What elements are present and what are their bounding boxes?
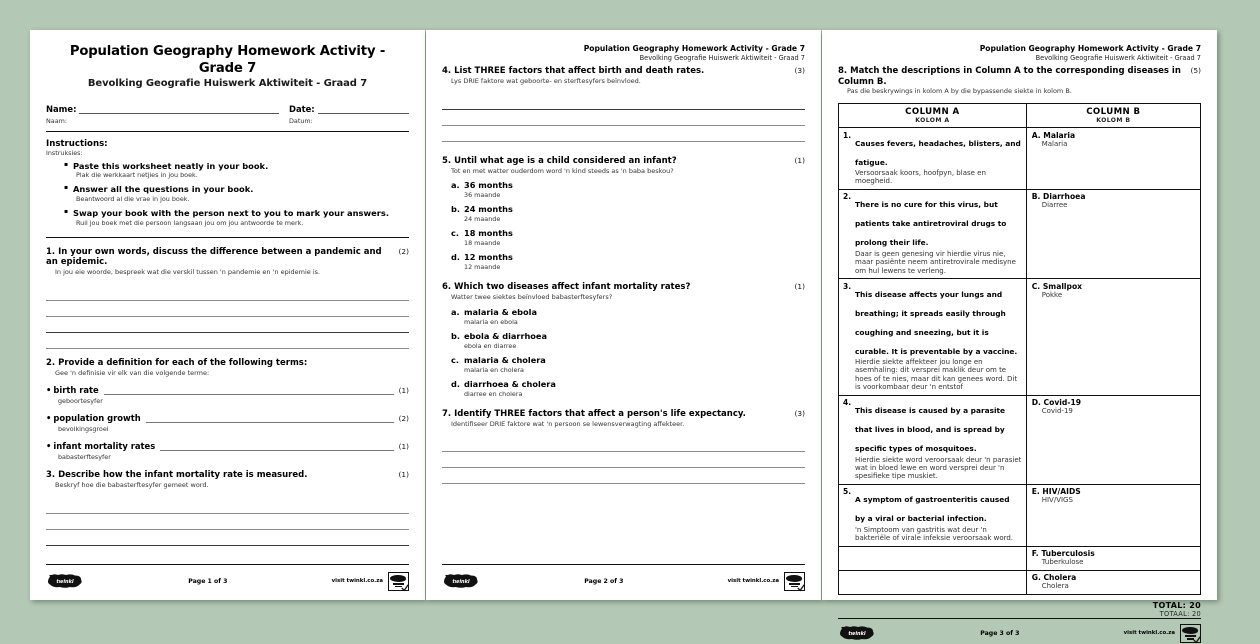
term-label-af: babasterftesyfer	[58, 453, 111, 462]
running-head	[838, 44, 1201, 62]
instruction-en: ▪ Answer all the questions in your book.	[73, 184, 254, 195]
svg-text:twinkl: twinkl	[452, 579, 470, 585]
page-2-spacer	[442, 484, 805, 564]
option-key: c.	[451, 228, 459, 239]
definition-term	[46, 441, 409, 461]
header-divider	[46, 131, 409, 132]
description-af: 'n Simptoom van gastritis wat deur 'n bakteriële of virale infeksie veroorsaak word.	[855, 525, 1014, 543]
column-a-cell	[839, 485, 1027, 546]
twinkl-logo-icon	[46, 573, 84, 589]
answer-lines[interactable]	[442, 436, 805, 484]
term-answer-input[interactable]	[104, 387, 394, 395]
description-en: A symptom of gastroenteritis caused by a viral or bacterial infection.	[855, 495, 1010, 524]
term-answer-input[interactable]	[146, 415, 394, 423]
question-number: 7.	[442, 408, 452, 419]
disease-en: G. Cholera	[1031, 573, 1077, 583]
name-af-spacer	[70, 116, 279, 125]
answer-lines[interactable]	[46, 285, 409, 349]
option-text-af: 12 maande	[464, 263, 501, 272]
disease-af: Covid-19	[1041, 407, 1073, 416]
option-text-af: 24 maande	[464, 215, 501, 224]
question-text-af: Pas die beskrywings in kolom A by die bypassende siekte in kolom B.	[847, 87, 1072, 96]
option-text-en: 24 months	[464, 204, 513, 215]
running-head	[442, 44, 805, 62]
question-text-en: Match the descriptions in Column A to the corresponding diseases in Column B.	[838, 66, 1181, 87]
description-af: Hierdie siekte word veroorsaak deur 'n parasiet wat in bloed lewe en word versprei deur 'n spesifieke tipe muskiet.	[855, 455, 1022, 481]
description-en: This disease is caused by a parasite that lives in blood, and is spread by specific types of mosquitoes.	[855, 406, 1006, 454]
row-number: 4.	[843, 398, 852, 408]
table-row[interactable]	[839, 396, 1200, 485]
date-label-af: Datum:	[289, 116, 313, 125]
instruction-af: Ruil jou boek met die persoon langsaan jou om jou antwoorde te merk.	[76, 218, 304, 227]
description-af: Versoorsaak koors, hoofpyn, blase en moegheid.	[855, 169, 986, 186]
column-a-header-af: KOLOM A	[915, 117, 950, 125]
answer-line[interactable]	[442, 436, 805, 452]
date-af-spacer	[316, 116, 409, 125]
question-marks: (1)	[398, 470, 409, 480]
total-en: TOTAL: 20	[1152, 600, 1201, 610]
option-key: b.	[451, 330, 460, 341]
worksheet-page-3	[822, 30, 1217, 638]
question-1	[46, 247, 409, 349]
question-marks: (2)	[398, 247, 409, 257]
instructions-list	[64, 162, 409, 234]
answer-line[interactable]	[442, 452, 805, 468]
option-key: a.	[451, 180, 460, 191]
name-label-af: Naam:	[46, 116, 67, 125]
term-marks: (2)	[398, 414, 409, 424]
answer-line[interactable]	[46, 498, 409, 514]
running-head-af: Bevolking Geografie Huiswerk Aktiwiteit - Graad 7	[1035, 53, 1201, 62]
column-a-cell	[839, 190, 1027, 278]
term-label-af: bevolkingsgroei	[58, 425, 109, 434]
answer-line[interactable]	[442, 126, 805, 142]
question-number: 1.	[46, 247, 56, 258]
twinkl-logo-icon	[838, 625, 876, 641]
term-label-af: geboortesyfer	[58, 397, 103, 406]
instruction-en: ▪ Paste this worksheet neatly in your book.	[73, 160, 269, 171]
option-text-en: diarrhoea & cholera	[464, 378, 556, 389]
page-footer	[46, 570, 409, 592]
list-item	[64, 185, 409, 203]
question-marks: (5)	[1190, 66, 1201, 76]
instructions-heading-en: Instructions:	[46, 138, 108, 149]
column-a-cell	[839, 279, 1027, 395]
description-en: This disease affects your lungs and breathing; it spreads easily through coughing and sneezing, but it is curable. It is preventable by a vaccine.	[855, 289, 1018, 356]
column-b-cell	[1027, 547, 1200, 570]
description-en: Causes fevers, headaches, blisters, and fatigue.	[855, 138, 1021, 167]
date-input[interactable]	[318, 105, 409, 114]
column-b-header-af: KOLOM B	[1096, 117, 1131, 125]
instruction-af: Plak die werkkaart netjies in jou boek.	[76, 171, 198, 180]
disease-af: Tuberkulose	[1041, 558, 1084, 567]
term-label-en: population growth	[53, 413, 141, 424]
answer-line[interactable]	[46, 301, 409, 317]
option-key: c.	[451, 354, 459, 365]
page-1-spacer	[46, 546, 409, 564]
answer-line[interactable]	[46, 514, 409, 530]
page-number: Page 2 of 3	[584, 577, 624, 585]
question-text-af: Identifiseer DRIE faktore wat 'n persoon se lewensverwagting affekteer.	[451, 419, 685, 428]
table-row[interactable]	[839, 190, 1200, 279]
option-text-en: 18 months	[464, 228, 513, 239]
matching-table	[838, 103, 1201, 594]
total-marks	[838, 601, 1201, 618]
disease-af: Pokke	[1041, 290, 1063, 299]
option-d[interactable]	[451, 379, 805, 398]
twinkl-logo-icon	[442, 573, 480, 589]
disease-en: C. Smallpox	[1031, 281, 1083, 291]
question-6	[442, 282, 805, 397]
total-af: TOTAAL: 20	[1159, 609, 1201, 618]
question-text-en: Until what age is a child considered an infant?	[454, 155, 677, 166]
disease-en: A. Malaria	[1031, 130, 1076, 140]
name-label-en: Name:	[46, 103, 77, 114]
option-text-en: 12 months	[464, 252, 513, 263]
term-marks: (1)	[398, 442, 409, 452]
footer-divider	[442, 564, 805, 565]
term-marks: (1)	[398, 386, 409, 396]
table-row[interactable]	[839, 571, 1200, 594]
question-text-af: Lys DRIE faktore wat geboorte- en sterftesyfers beïnvloed.	[451, 77, 641, 86]
instruction-en: ▪ Swap your book with the person next to you to mark your answers.	[73, 208, 389, 219]
answer-line[interactable]	[442, 94, 805, 110]
footer-divider	[46, 564, 409, 565]
question-7	[442, 409, 805, 484]
answer-line[interactable]	[46, 285, 409, 301]
running-head-af: Bevolking Geografie Huiswerk Aktiwiteit - Graad 7	[639, 53, 805, 62]
question-text-en: Identify THREE factors that affect a person's life expectancy.	[454, 408, 746, 419]
disease-en: B. Diarrhoea	[1031, 192, 1086, 202]
term-label-en: birth rate	[53, 385, 99, 396]
option-text-af: malaria en ebola	[464, 317, 518, 326]
table-row[interactable]	[839, 547, 1200, 571]
page-footer	[442, 570, 805, 592]
description-en: There is no cure for this virus, but patients take antiretroviral drugs to prolong their life.	[855, 200, 1007, 248]
question-4	[442, 66, 805, 141]
option-text-af: diarree en cholera	[464, 389, 523, 398]
column-a-cell	[839, 128, 1027, 189]
answer-line[interactable]	[46, 333, 409, 349]
column-b-cell	[1027, 190, 1200, 278]
question-number: 5.	[442, 155, 452, 166]
visit-url[interactable]: visit twinkl.co.za	[727, 578, 779, 584]
option-key: d.	[451, 378, 460, 389]
disease-af: HIV/VIGS	[1041, 496, 1073, 505]
table-row[interactable]	[839, 279, 1200, 396]
answer-lines[interactable]	[46, 498, 409, 546]
visit-url[interactable]: visit twinkl.co.za	[331, 578, 383, 584]
option-a[interactable]	[451, 307, 805, 326]
option-a[interactable]	[451, 180, 805, 199]
table-header-row	[839, 104, 1200, 128]
disease-en: F. Tuberculosis	[1031, 549, 1095, 559]
question-number: 3.	[46, 470, 56, 481]
term-bullet-icon: •	[46, 441, 52, 452]
disease-en: E. HIV/AIDS	[1031, 487, 1081, 497]
answer-line[interactable]	[46, 317, 409, 333]
row-number: 5.	[843, 487, 852, 497]
name-input[interactable]	[79, 105, 279, 114]
option-text-en: ebola & diarrhoea	[464, 330, 548, 341]
answer-line[interactable]	[442, 110, 805, 126]
svg-text:twinkl: twinkl	[56, 579, 74, 585]
column-a-cell	[839, 547, 1027, 570]
column-b-header	[1027, 104, 1200, 127]
answer-line[interactable]	[442, 468, 805, 484]
question-text-en: Which two diseases affect infant mortality rates?	[454, 282, 691, 293]
question-8	[838, 66, 1201, 96]
column-b-header-en: COLUMN B	[1086, 107, 1141, 118]
disease-af: Diarree	[1041, 201, 1068, 210]
twinkl-badge-icon	[1180, 624, 1201, 643]
option-c[interactable]	[451, 228, 805, 247]
page-title-en: Population Geography Homework Activity - Grade 7	[69, 44, 386, 76]
question-text-af: Watter twee siektes beïnvloed babasterftesyfers?	[451, 293, 613, 302]
disease-af: Malaria	[1041, 139, 1068, 148]
option-key: b.	[451, 204, 460, 215]
option-key: d.	[451, 252, 460, 263]
option-d[interactable]	[451, 252, 805, 271]
question-text-en: In your own words, discuss the difference between a pandemic and an epidemic.	[46, 247, 382, 268]
disease-en: D. Covid-19	[1031, 398, 1082, 408]
term-bullet-icon: •	[46, 385, 52, 396]
disease-af: Cholera	[1041, 582, 1069, 591]
svg-text:twinkl: twinkl	[848, 631, 866, 638]
column-b-cell	[1027, 571, 1200, 594]
row-number: 3.	[843, 281, 852, 291]
definition-term	[46, 385, 409, 405]
worksheet-page-1	[30, 30, 425, 600]
question-marks: (3)	[794, 408, 805, 418]
row-number: 2.	[843, 192, 852, 202]
column-a-header-en: COLUMN A	[905, 107, 960, 118]
description-af: Hierdie siekte affekteer jou longe en asemhaling: dit versprei maklik deur om te hoes of te nies, maar dit kan genees word. Dit is voorkombaar deur 'n entstof	[855, 358, 1018, 392]
question-2	[46, 358, 409, 461]
question-text-af: Beskryf hoe die babasterftesyfer gemeet word.	[55, 481, 209, 490]
column-a-cell	[839, 571, 1027, 594]
column-b-cell	[1027, 279, 1200, 395]
question-text-en: List THREE factors that affect birth and death rates.	[454, 66, 705, 77]
term-label-en: infant mortality rates	[53, 441, 156, 452]
question-number: 4.	[442, 66, 452, 77]
option-text-af: ebola en diarree	[464, 341, 517, 350]
question-3	[46, 470, 409, 545]
question-text-af: Gee 'n definisie vir elk van die volgende terme:	[55, 368, 210, 377]
column-b-cell	[1027, 396, 1200, 484]
question-number: 8.	[838, 66, 848, 77]
running-head-en: Population Geography Homework Activity - Grade 7	[979, 44, 1201, 53]
list-item	[64, 162, 409, 180]
page-title-af: Bevolking Geografie Huiswerk Aktiwiteit - Graad 7	[87, 78, 368, 89]
option-text-en: malaria & cholera	[464, 354, 546, 365]
term-answer-input[interactable]	[160, 443, 393, 451]
column-b-cell	[1027, 485, 1200, 546]
instructions-divider	[46, 237, 409, 238]
visit-url[interactable]: visit twinkl.co.za	[1123, 630, 1175, 637]
question-number: 6.	[442, 282, 452, 293]
page-number: Page 1 of 3	[188, 577, 228, 585]
page-footer	[838, 624, 1201, 643]
term-bullet-icon: •	[46, 413, 52, 424]
option-b[interactable]	[451, 331, 805, 350]
option-text-en: malaria & ebola	[464, 306, 537, 317]
option-text-af: malaria en cholera	[464, 365, 524, 374]
question-number: 2.	[46, 357, 56, 368]
option-key: a.	[451, 306, 460, 317]
name-date-block	[46, 104, 409, 132]
twinkl-badge-icon	[784, 572, 805, 591]
worksheet-page-2	[426, 30, 821, 600]
answer-line[interactable]	[46, 530, 409, 546]
question-text-en: Describe how the infant mortality rate is measured.	[58, 470, 308, 481]
option-text-en: 36 months	[464, 180, 513, 191]
date-label-en: Date:	[289, 103, 315, 114]
question-5	[442, 156, 805, 271]
table-row[interactable]	[839, 485, 1200, 547]
instructions-heading-af: Instruksies:	[46, 148, 83, 157]
question-text-af: In jou eie woorde, bespreek wat die verskil tussen 'n pandemie en 'n epidemie is.	[55, 268, 321, 277]
question-text-en: Provide a definition for each of the following terms:	[58, 357, 308, 368]
option-c[interactable]	[451, 355, 805, 374]
option-text-af: 18 maande	[464, 239, 501, 248]
option-text-af: 36 maande	[464, 191, 501, 200]
column-a-cell	[839, 396, 1027, 484]
column-a-header	[839, 104, 1027, 127]
question-marks: (1)	[794, 282, 805, 292]
row-number: 1.	[843, 130, 852, 140]
definition-term	[46, 413, 409, 433]
footer-divider	[838, 618, 1201, 619]
instruction-af: Beantwoord al die vrae in jou boek.	[76, 194, 190, 203]
question-marks: (1)	[794, 155, 805, 165]
table-row[interactable]	[839, 128, 1200, 190]
question-text-af: Tot en met watter ouderdom word 'n kind steeds as 'n baba beskou?	[451, 166, 674, 175]
list-item	[64, 209, 409, 227]
option-b[interactable]	[451, 204, 805, 223]
twinkl-badge-icon	[388, 572, 409, 591]
column-b-cell	[1027, 128, 1200, 189]
description-af: Daar is geen genesing vir hierdie virus nie, maar pasiënte neem antiretrovirale medisyne om hul lewens te verleng.	[855, 249, 1016, 275]
running-head-en: Population Geography Homework Activity - Grade 7	[583, 44, 805, 53]
answer-lines[interactable]	[442, 94, 805, 142]
question-marks: (3)	[794, 66, 805, 76]
page-number: Page 3 of 3	[980, 629, 1020, 637]
